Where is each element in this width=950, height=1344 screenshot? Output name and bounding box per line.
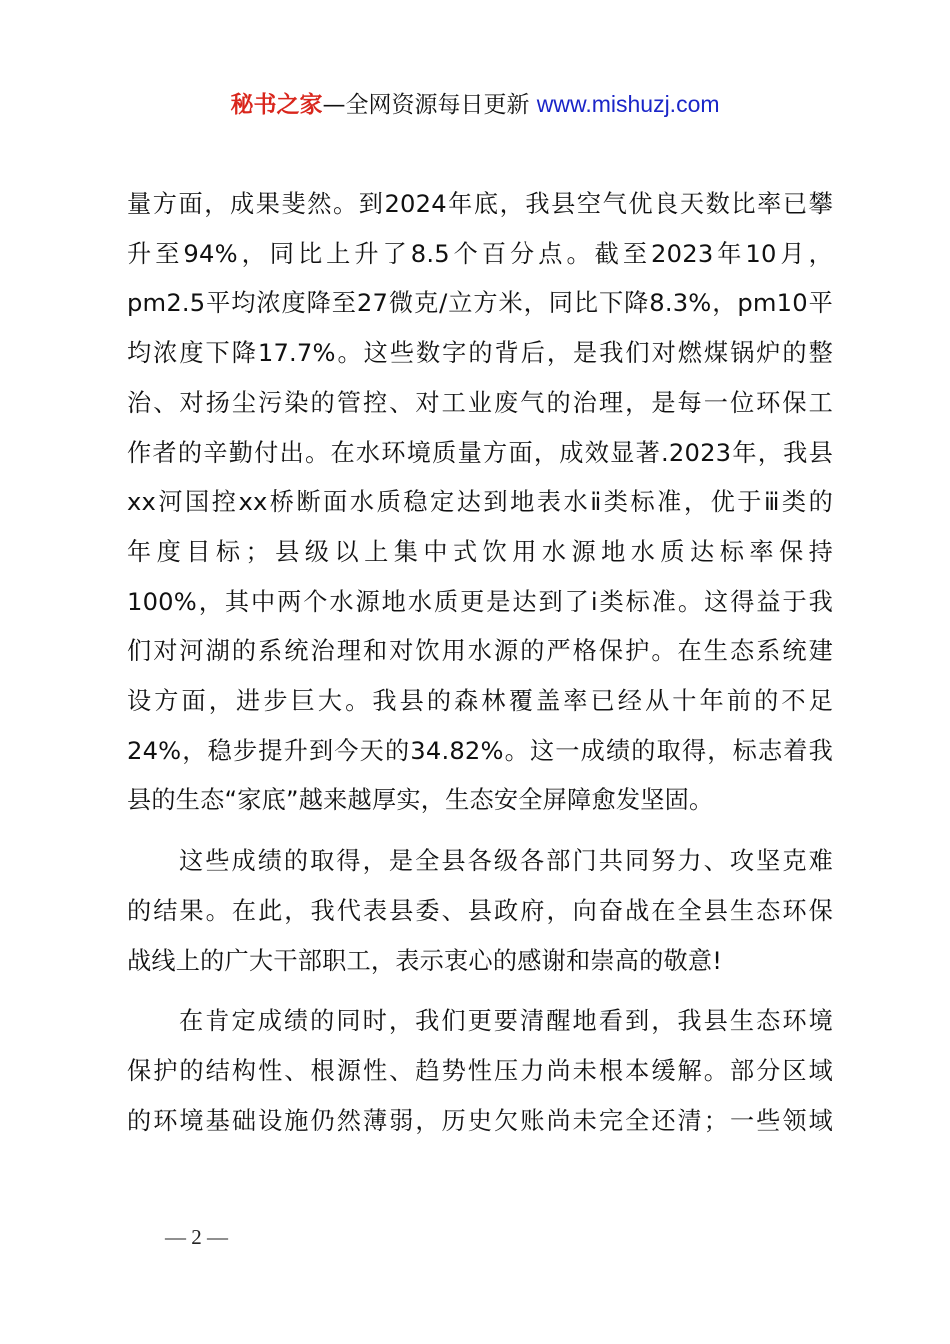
site-url-link[interactable]: www.mishuzj.com <box>536 91 720 117</box>
header-tagline: —全网资源每日更新 <box>322 92 537 118</box>
text-line: xx河国控xx桥断面水质稳定达到地表水ⅱ类标准，优于ⅲ类的 <box>127 488 833 517</box>
text-line: 县的生态“家底”越来越厚实，生态安全屏障愈发坚固。 <box>127 786 714 815</box>
text-line: 设方面，进步巨大。我县的森林覆盖率已经从十年前的不足 <box>127 687 833 716</box>
page-number: — 2 — <box>165 1225 228 1249</box>
text-line: pm2.5平均浓度降至27微克/立方米，同比下降8.3%，pm10平 <box>127 289 833 318</box>
text-line: 升至94%，同比上升了8.5个百分点。截至2023年10月， <box>127 239 833 268</box>
paragraph-3 <box>127 997 833 1146</box>
paragraph-1 <box>127 180 833 826</box>
text-line: 在肯定成绩的同时，我们更要清醒地看到，我县生态环境 <box>179 1007 833 1036</box>
text-line: 这些成绩的取得，是全县各级各部门共同努力、攻坚克难 <box>179 847 833 876</box>
text-line: 战线上的广大干部职工，表示衷心的感谢和崇高的敬意! <box>127 946 723 975</box>
text-line: 100%，其中两个水源地水质更是达到了ⅰ类标准。这得益于我 <box>127 587 833 616</box>
text-line: 量方面，成果斐然。到2024年底，我县空气优良天数比率已攀 <box>127 190 833 218</box>
text-line: 的结果。在此，我代表县委、县政府，向奋战在全县生态环保 <box>127 896 833 925</box>
text-line: 的环境基础设施仍然薄弱，历史欠账尚未完全还清；一些领域 <box>127 1106 833 1135</box>
text-line: 均浓度下降17.7%。这些数字的背后，是我们对燃煤锅炉的整 <box>127 339 833 368</box>
text-line: 24%，稳步提升到今天的34.82%。这一成绩的取得，标志着我 <box>127 736 833 765</box>
text-line: 年度目标；县级以上集中式饮用水源地水质达标率保持 <box>127 537 833 566</box>
paragraph-2 <box>127 837 833 986</box>
text-line: 作者的辛勤付出。在水环境质量方面，成效显著.2023年，我县 <box>127 438 833 467</box>
text-line: 保护的结构性、根源性、趋势性压力尚未根本缓解。部分区域 <box>127 1056 833 1085</box>
text-line: 治、对扬尘污染的管控、对工业废气的治理，是每一位环保工 <box>127 388 833 417</box>
document-body <box>127 180 833 1146</box>
page-header <box>0 86 950 123</box>
text-line: 们对河湖的系统治理和对饮用水源的严格保护。在生态系统建 <box>127 637 833 666</box>
brand-name: 秘书之家 <box>230 92 323 118</box>
